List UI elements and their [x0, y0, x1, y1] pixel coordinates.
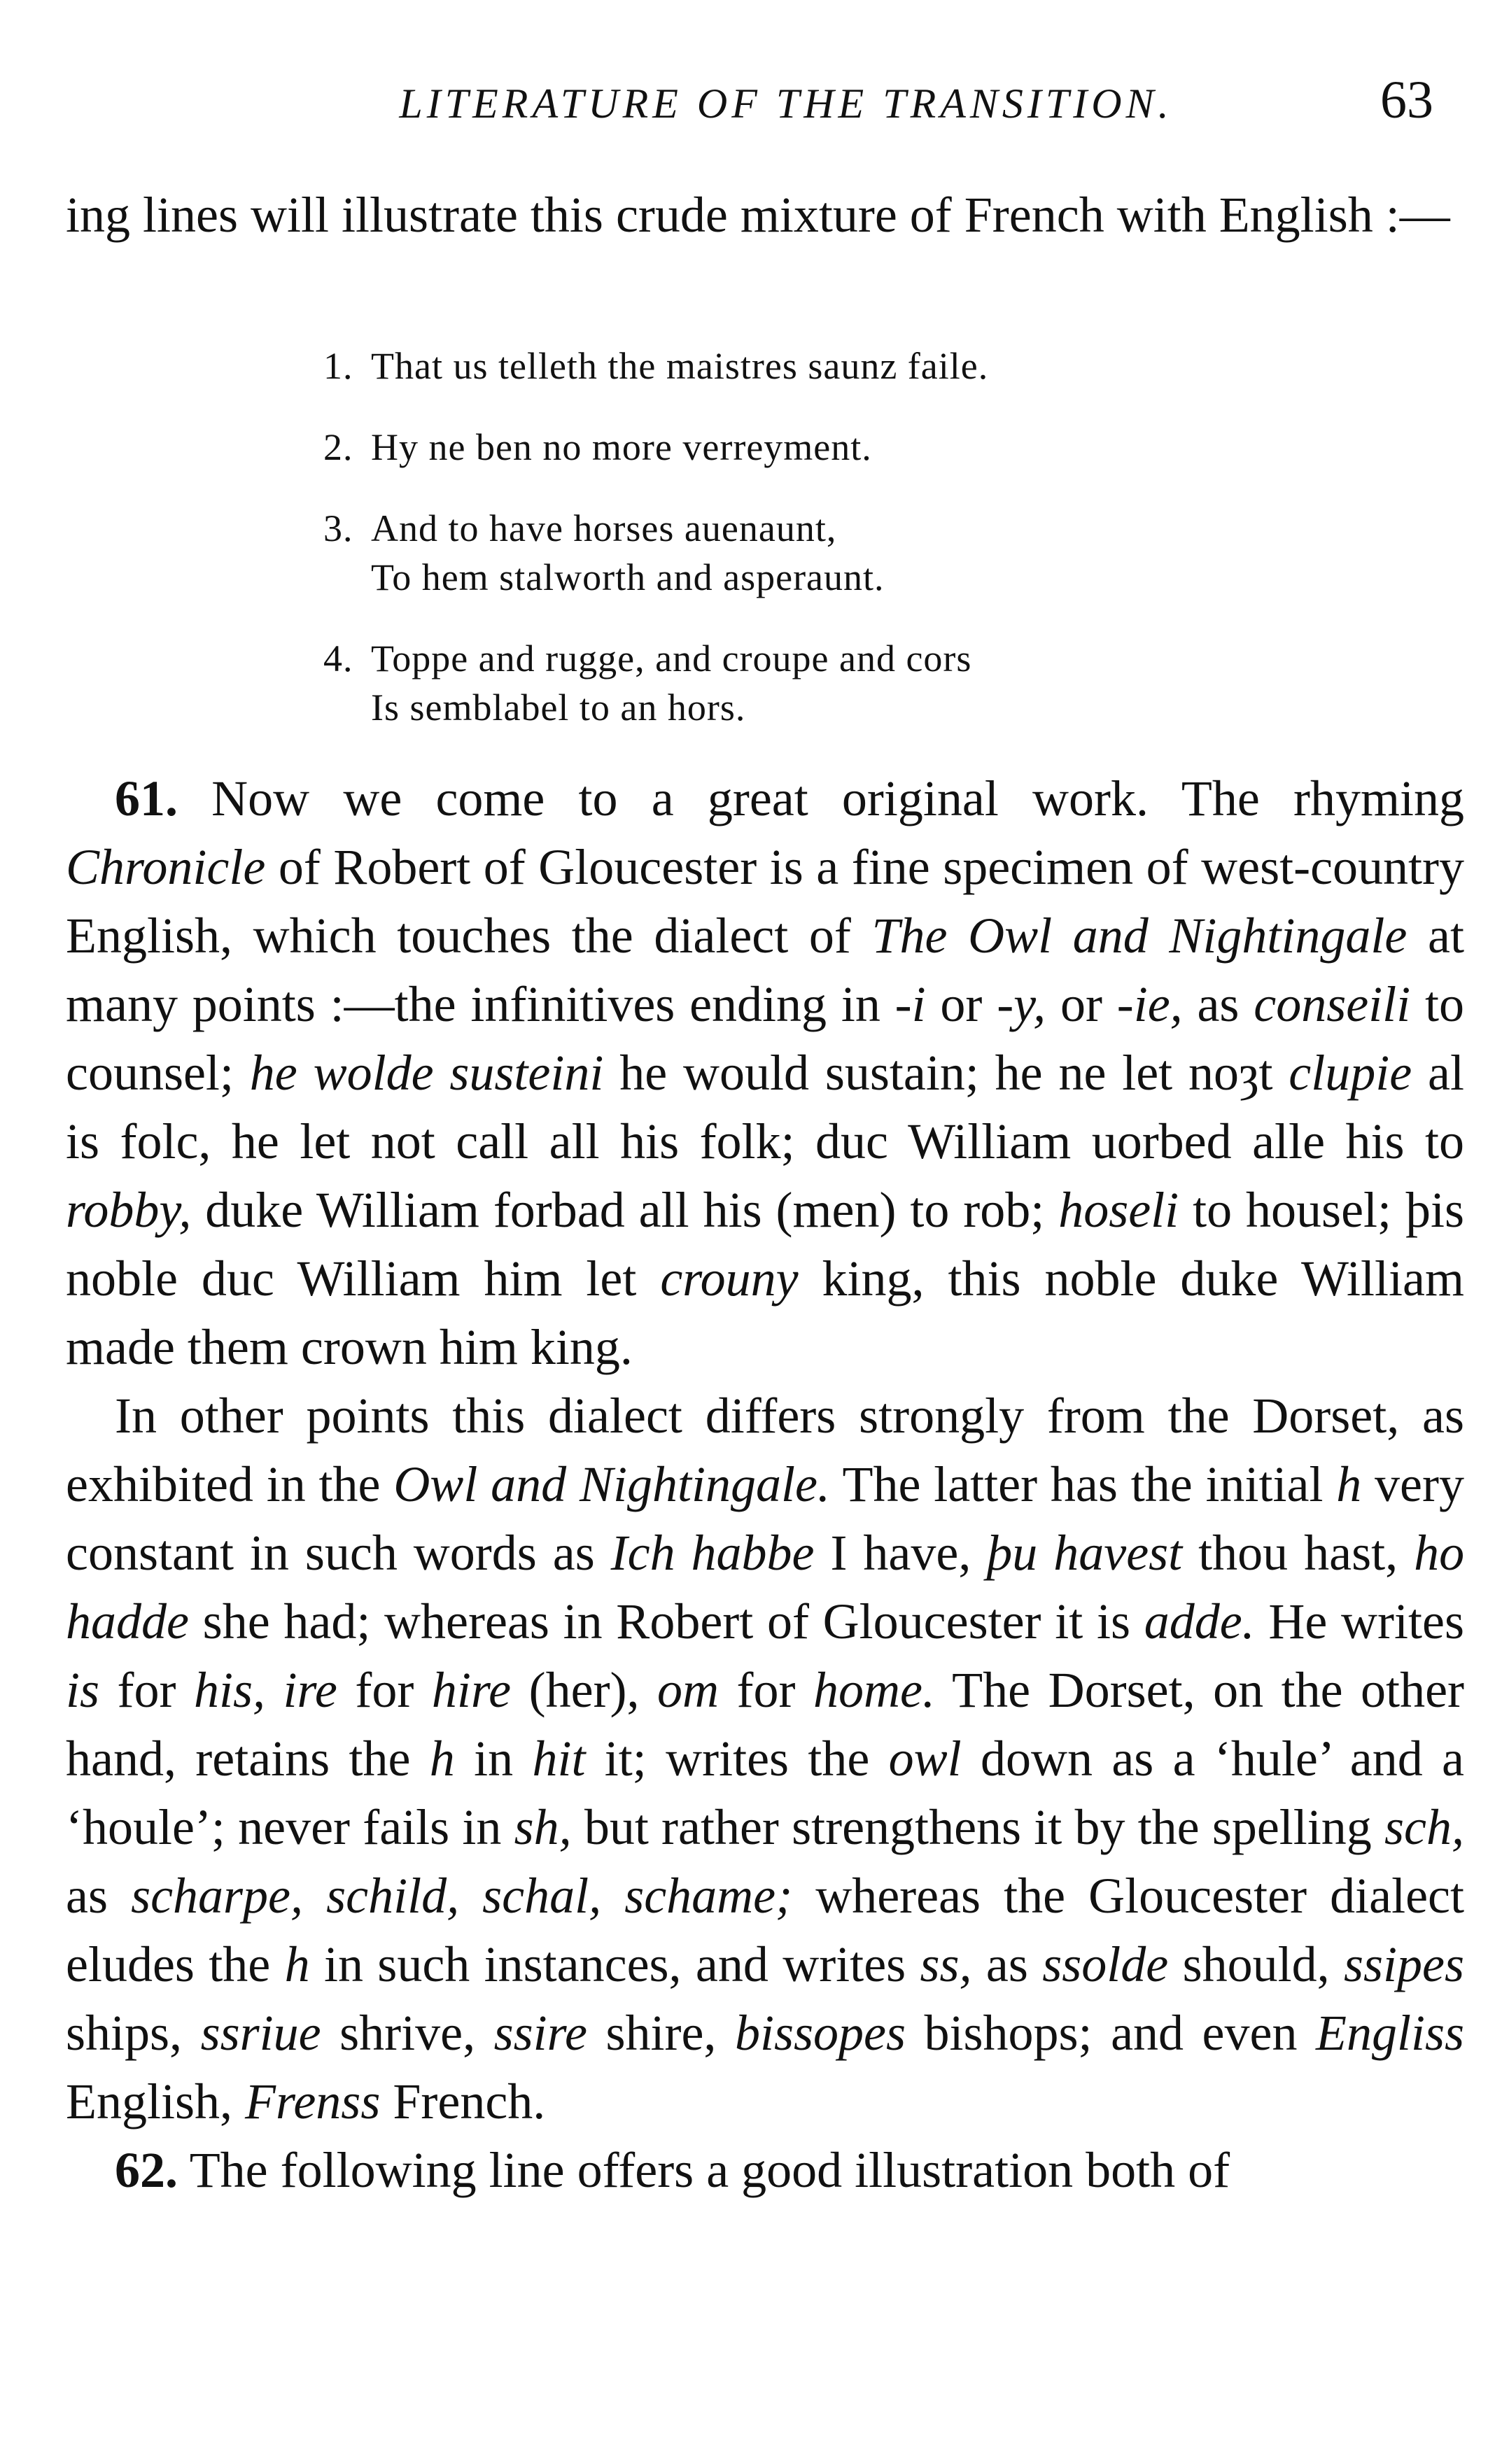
- italic-term: crouny: [660, 1251, 799, 1307]
- italic-term: his,: [194, 1662, 266, 1718]
- text-run: He writes: [1254, 1593, 1464, 1649]
- italic-term: ssriue: [200, 2005, 321, 2061]
- text-run: thou hast,: [1182, 1525, 1415, 1581]
- italic-term: clupie: [1289, 1045, 1412, 1101]
- italic-term: ho hadde: [66, 1525, 1465, 1649]
- text-run: for: [719, 1662, 814, 1718]
- italic-term: þu havest: [987, 1525, 1183, 1581]
- italic-term: hoseli: [1058, 1182, 1179, 1238]
- quote-number: 4.: [323, 638, 353, 680]
- quote-item: [323, 342, 1233, 390]
- text-run: very constant in such words as: [66, 1456, 1464, 1581]
- text-run: Now we come to a great original work. The rhyming: [178, 770, 1464, 826]
- text-run: shire,: [587, 2005, 735, 2061]
- text-run: al is folc, he let not call all his folk; duc William uorbed alle his to: [66, 1045, 1465, 1169]
- quote-number: 2.: [323, 426, 353, 468]
- section-number: 61.: [115, 770, 178, 826]
- dialect-comparison-paragraph: [66, 1381, 1464, 2136]
- main-text: [66, 764, 1464, 2204]
- text-run: The Dorset, on the other hand, retains the: [66, 1662, 1464, 1787]
- text-run: at many points :—the infinitives ending in: [66, 908, 1464, 1032]
- italic-term: Frenss: [245, 2074, 381, 2129]
- text-run: French.: [380, 2074, 546, 2129]
- page-number: 63: [1380, 71, 1433, 129]
- quote-number: 1.: [323, 345, 353, 387]
- quotation-block: [323, 342, 1233, 764]
- running-head: [66, 70, 1467, 131]
- italic-term: scharpe, schild, schal, schame;: [131, 1868, 793, 1924]
- italic-term: ssolde: [1042, 1936, 1169, 1992]
- italic-term: sch,: [1384, 1799, 1464, 1855]
- italic-term: bissopes: [734, 2005, 906, 2061]
- text-run: but rather strengthens it by the spelling: [571, 1799, 1385, 1855]
- italic-term: Engliss: [1315, 2005, 1464, 2061]
- quote-text: [371, 504, 885, 602]
- italic-term: robby,: [66, 1182, 192, 1238]
- text-run: shrive,: [321, 2005, 494, 2061]
- intro-text: ing lines will illustrate this crude mixture of French with English :—: [66, 187, 1450, 243]
- italic-term: hit: [532, 1731, 586, 1787]
- running-title: LITERATURE OF THE TRANSITION.: [399, 80, 1173, 127]
- text-run: of Robert of Gloucester is a fine specimen of west-country English, which touches the dialect of: [66, 839, 1464, 964]
- italic-term: om: [657, 1662, 720, 1718]
- italic-term: hire: [431, 1662, 512, 1718]
- text-run: (her),: [511, 1662, 658, 1718]
- italic-term: h: [429, 1731, 455, 1787]
- text-run: in: [454, 1731, 533, 1787]
- quote-line: Hy ne ben no more verreyment.: [371, 426, 872, 468]
- text-run: she had; whereas in Robert of Gloucester it is: [188, 1593, 1144, 1649]
- text-run: as: [66, 1868, 132, 1924]
- intro-paragraph: [66, 181, 1464, 249]
- italic-term: h: [284, 1936, 310, 1992]
- text-run: as: [1182, 976, 1254, 1032]
- italic-term: is: [66, 1662, 100, 1718]
- text-run: The following line offers a good illustration both of: [178, 2142, 1230, 2198]
- text-run: down as a ‘hule’ and a ‘houle’; never fails in: [66, 1731, 1464, 1855]
- italic-term: owl: [888, 1731, 962, 1787]
- text-run: whereas the Gloucester dialect eludes the: [66, 1868, 1465, 1992]
- text-run: duke William forbad all his (men) to rob;: [191, 1182, 1059, 1238]
- text-run: to counsel;: [66, 976, 1464, 1101]
- italic-term: Chronicle: [66, 839, 266, 895]
- italic-term: adde.: [1144, 1593, 1255, 1649]
- italic-term: -i: [894, 976, 926, 1032]
- quote-line: Is semblabel to an hors.: [371, 687, 746, 728]
- quote-item: [323, 423, 1233, 472]
- italic-term: he wolde susteini: [249, 1045, 604, 1101]
- text-run: In other points this dialect differs strongly from the Dorset, as exhibited in the: [66, 1388, 1464, 1512]
- italic-term: -y,: [997, 976, 1046, 1032]
- quote-line: Toppe and rugge, and croupe and cors: [371, 638, 972, 680]
- text-run: for: [337, 1662, 432, 1718]
- italic-term: home.: [813, 1662, 935, 1718]
- text-run: English,: [66, 2074, 246, 2129]
- quote-line: To hem stalworth and asperaunt.: [371, 556, 885, 598]
- quote-text: [371, 634, 971, 732]
- text-run: as: [971, 1936, 1043, 1992]
- quote-line: And to have horses auenaunt,: [371, 507, 837, 549]
- italic-term: -ie,: [1116, 976, 1183, 1032]
- quote-number: 3.: [323, 507, 353, 549]
- quote-item: [323, 634, 1233, 732]
- italic-term: ss,: [920, 1936, 972, 1992]
- text-run: [265, 1662, 283, 1718]
- text-run: it; writes the: [585, 1731, 889, 1787]
- italic-term: ssipes: [1343, 1936, 1465, 1992]
- quote-line: That us telleth the maistres saunz faile.: [371, 345, 989, 387]
- italic-term: Ich habbe: [610, 1525, 815, 1581]
- text-run: should,: [1168, 1936, 1344, 1992]
- text-run: for: [99, 1662, 194, 1718]
- quote-text: [371, 342, 988, 390]
- text-run: or: [1046, 976, 1117, 1032]
- section-number: 62.: [115, 2142, 178, 2198]
- quote-item: [323, 504, 1233, 602]
- text-run: bishops; and even: [905, 2005, 1316, 2061]
- text-run: I have,: [814, 1525, 988, 1581]
- italic-term: The Owl and Nightingale: [871, 908, 1408, 964]
- quote-text: [371, 423, 872, 472]
- text-run: or: [925, 976, 997, 1032]
- text-run: The latter has the initial: [829, 1456, 1337, 1512]
- text-run: ships,: [66, 2005, 201, 2061]
- text-run: king, this noble duke William made them crown him king.: [66, 1251, 1465, 1375]
- italic-term: ssire: [493, 2005, 587, 2061]
- section-61-paragraph: [66, 764, 1464, 1381]
- italic-term: conseili: [1254, 976, 1411, 1032]
- section-62-paragraph: [66, 2136, 1464, 2204]
- italic-term: h: [1336, 1456, 1362, 1512]
- italic-term: ire: [283, 1662, 337, 1718]
- italic-term: Owl and Nightingale.: [393, 1456, 830, 1512]
- text-run: to housel; þis noble duc William him let: [66, 1182, 1464, 1307]
- text-run: he would sustain; he ne let noȝt: [603, 1045, 1289, 1101]
- text-run: in such instances, and writes: [309, 1936, 920, 1992]
- italic-term: sh,: [514, 1799, 572, 1855]
